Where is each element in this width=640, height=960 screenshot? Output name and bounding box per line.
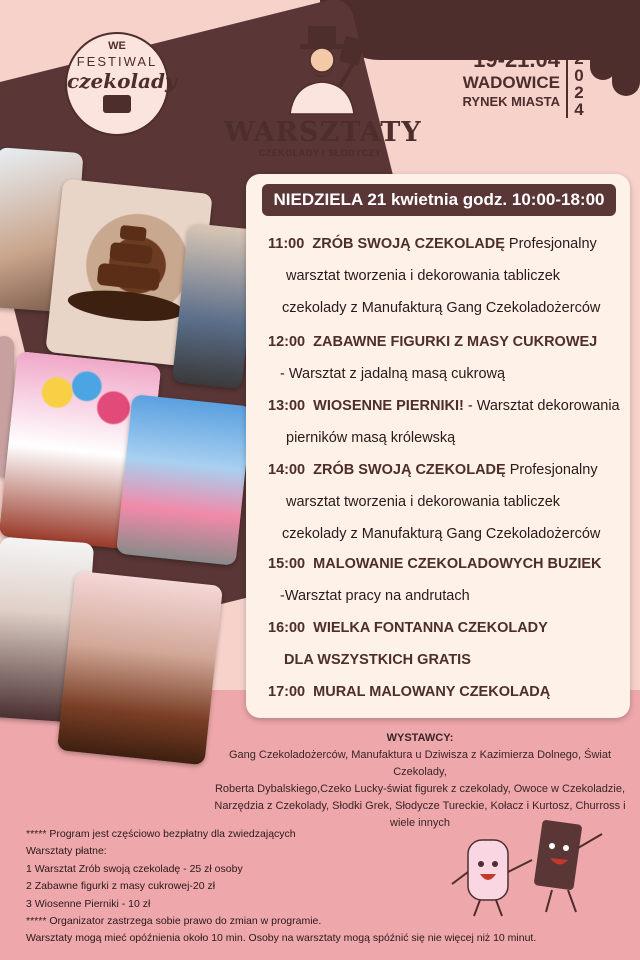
title-main: WARSZTATY bbox=[224, 117, 422, 148]
schedule-line bbox=[268, 398, 620, 414]
photo-mascots bbox=[116, 394, 252, 566]
schedule-line bbox=[268, 684, 550, 700]
schedule-title: DLA WSZYSTKICH GRATIS bbox=[284, 652, 471, 668]
schedule-time: 15:00 bbox=[268, 556, 306, 572]
note-line: Warsztaty płatne: bbox=[26, 845, 107, 858]
title-sub: CZEKOLADY I SŁODYCZY bbox=[258, 148, 382, 158]
event-dates: 19-21.04 bbox=[473, 47, 560, 72]
chocolate-bar-icon bbox=[103, 95, 131, 113]
schedule-time: 11:00 bbox=[268, 236, 305, 252]
schedule-line bbox=[286, 430, 455, 446]
schedule-text: -Warsztat pracy na andrutach bbox=[280, 588, 470, 604]
event-info bbox=[430, 48, 560, 110]
page-title bbox=[224, 117, 422, 158]
logo-chocolate-text: czekolady bbox=[67, 69, 177, 93]
exhibitors-line: Narzędzia z Czekolady, Słodki Grek, Słodycze Tureckie, Kołacz i Kurtosz, Churross i wiele innych bbox=[214, 800, 626, 829]
chocolate-drip bbox=[612, 40, 640, 96]
schedule-line bbox=[282, 526, 600, 542]
schedule-title: ZRÓB SWOJĄ CZEKOLADĘ bbox=[313, 462, 506, 478]
schedule-text: - Warsztat dekorowania bbox=[463, 398, 620, 414]
schedule-card bbox=[246, 174, 630, 718]
schedule-title: WIELKA FONTANNA CZEKOLADY bbox=[313, 620, 548, 636]
schedule-text: czekolady z Manufakturą Gang Czekoladożerców bbox=[282, 526, 601, 542]
logo-brand: WE bbox=[108, 40, 126, 52]
schedule-time: 17:00 bbox=[268, 684, 306, 700]
schedule-line bbox=[268, 462, 598, 478]
schedule-time: 16:00 bbox=[268, 620, 306, 636]
festival-logo bbox=[65, 32, 177, 136]
note-line: 3 Wiosenne Pierniki - 10 zł bbox=[26, 897, 151, 910]
note-line: ***** Organizator zastrzega sobie prawo do zmian w programie. bbox=[26, 915, 322, 928]
schedule-header: NIEDZIELA 21 kwietnia godz. 10:00-18:00 bbox=[262, 184, 616, 216]
schedule-text: czekolady z Manufakturą Gang Czekoladożerców bbox=[282, 300, 601, 316]
schedule-line bbox=[280, 366, 505, 382]
schedule-line bbox=[286, 268, 560, 284]
schedule-title: MURAL MALOWANY CZEKOLADĄ bbox=[313, 684, 551, 700]
note-line: 2 Zabawne figurki z masy cukrowej-20 zł bbox=[26, 880, 216, 893]
note-line: 1 Warsztat Zrób swoją czekoladę - 25 zł osoby bbox=[26, 862, 243, 875]
schedule-line bbox=[268, 236, 597, 252]
logo-festival-text: FESTIWAL bbox=[76, 54, 158, 69]
exhibitors-line: Gang Czekoladożerców, Manufaktura u Dziwisza z Kazimierza Dolnego, Świat Czekolady, bbox=[228, 749, 612, 778]
photo-chocolate-pour bbox=[57, 571, 223, 765]
event-year bbox=[566, 50, 590, 118]
exhibitors-line: Roberta Dybalskiego,Czeko Lucky-świat figurek z czekolady, Owoce w Czekoladzie, bbox=[214, 783, 626, 795]
schedule-title: WIOSENNE PIERNIKI! bbox=[313, 398, 464, 414]
schedule-line bbox=[268, 620, 548, 636]
schedule-title: ZRÓB SWOJĄ CZEKOLADĘ bbox=[312, 236, 505, 252]
schedule-text: pierników masą królewską bbox=[286, 430, 456, 446]
schedule-line bbox=[268, 556, 602, 572]
schedule-text: warsztat tworzenia i dekorowania tabliczek bbox=[286, 494, 561, 510]
note-line: Warsztaty mogą mieć opóźnienia około 10 min. Osoby na warsztaty mogą spóźnić się nie więcej niż 10 minut. bbox=[26, 932, 537, 945]
schedule-line bbox=[280, 588, 470, 604]
schedule-title: ZABAWNE FIGURKI Z MASY CUKROWEJ bbox=[313, 334, 598, 350]
schedule-time: 13:00 bbox=[268, 398, 306, 414]
schedule-text: Profesjonalny bbox=[504, 236, 597, 252]
schedule-line bbox=[268, 334, 597, 350]
schedule-text: Profesjonalny bbox=[505, 462, 598, 478]
schedule-time: 12:00 bbox=[268, 334, 306, 350]
marshmallow-chocolate-characters-icon bbox=[440, 812, 630, 922]
chocolatier-mascot-icon bbox=[270, 24, 380, 116]
schedule-text: warsztat tworzenia i dekorowania tabliczek bbox=[286, 268, 561, 284]
event-place: RYNEK MIASTA bbox=[462, 94, 560, 109]
schedule-line bbox=[282, 300, 600, 316]
schedule-text: - Warsztat z jadalną masą cukrową bbox=[280, 366, 506, 382]
event-year-text: 2024 bbox=[574, 49, 584, 119]
event-city: WADOWICE bbox=[462, 73, 560, 92]
schedule-line bbox=[284, 652, 471, 668]
schedule-time: 14:00 bbox=[268, 462, 306, 478]
exhibitors-heading: WYSTAWCY: bbox=[386, 732, 454, 744]
schedule-line bbox=[286, 494, 560, 510]
schedule-title: MALOWANIE CZEKOLADOWYCH BUZIEK bbox=[313, 556, 602, 572]
note-line: ***** Program jest częściowo bezpłatny dla zwiedzających bbox=[26, 828, 296, 840]
